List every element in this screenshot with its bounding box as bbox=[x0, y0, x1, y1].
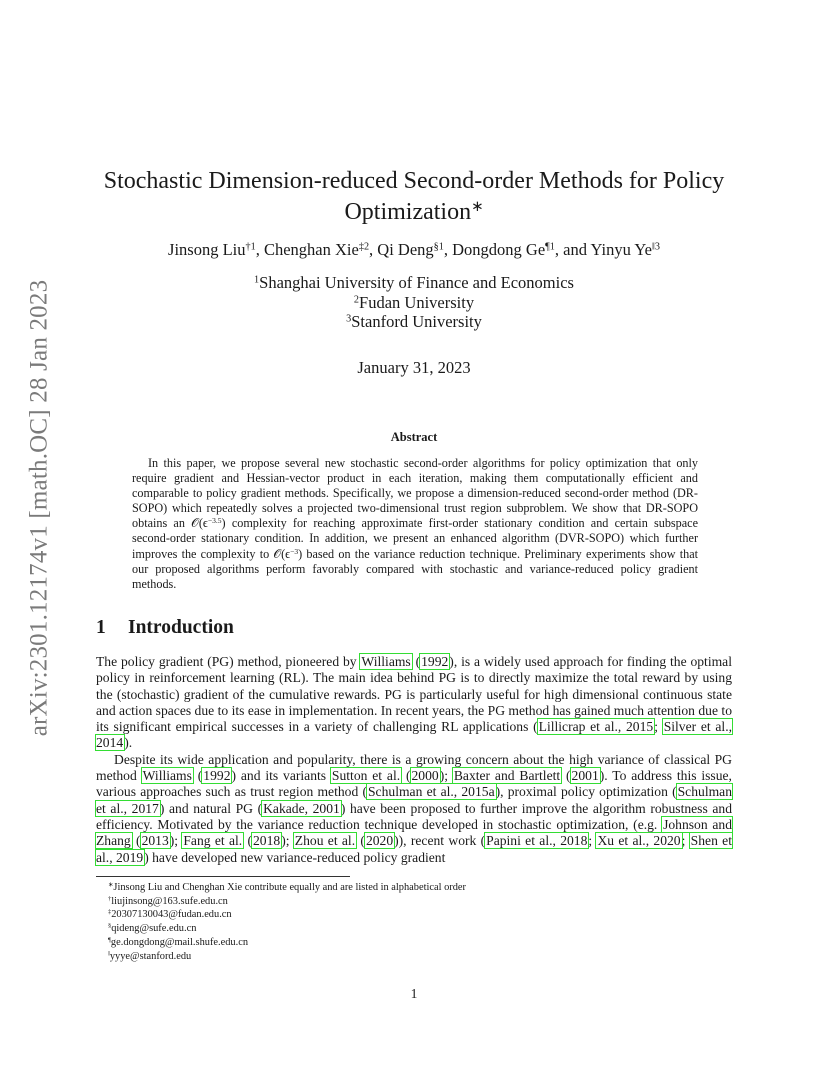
abstract-text: In this paper, we propose several new stochastic second-order algorithms for policy optimization that only require gradient and Hessian-vector product in each iteration, making them computationally efficient and comparable to policy gradient methods. Specifically, we propose a dimension-reduced second-order method (DR-SOPO) which repeatedly solves a projected two-dimensional trust region subproblem. We show that DR-SOPO obtains an $𝒪(\epsilon^{-3.5})$ complexity for reaching approximate first-order stationary condition and certain subspace second-order stationary condition. In addition, we present an enhanced algorithm (DVR-SOPO) which further improves the complexity to $𝒪(\epsilon^{-3})$ based on the variance reduction technique. Preliminary experiments show that our proposed algorithms perform favorably compared with stochastic and variance-reduced policy gradient methods. bbox=[132, 456, 699, 591]
citation-link[interactable]: 2013 bbox=[141, 833, 169, 849]
complexity-math: $𝒪(\epsilon^{-3.5}$ bbox=[191, 516, 222, 531]
citation-link[interactable]: Sutton et al. bbox=[331, 768, 401, 784]
citation-link[interactable]: Fang et al. bbox=[183, 833, 243, 849]
citation-link[interactable]: Papini et al., 2018 bbox=[486, 833, 588, 849]
author-mark: §1 bbox=[433, 241, 444, 253]
complexity-math: $𝒪(\epsilon^{-3}$ bbox=[273, 546, 299, 561]
footnote: §qideng@sufe.edu.cn bbox=[108, 922, 197, 935]
introduction-body bbox=[96, 654, 732, 866]
citation-link[interactable]: 2020 bbox=[365, 833, 394, 849]
footnote: ‡20307130043@fudan.edu.cn bbox=[108, 908, 232, 921]
citation-link[interactable]: Lillicrap et al., 2015 bbox=[538, 719, 654, 735]
affiliation: $^2$Fudan University bbox=[353, 292, 475, 312]
arxiv-stamp bbox=[22, 268, 56, 748]
section-title: Introduction bbox=[128, 617, 234, 638]
footnotes bbox=[96, 881, 466, 963]
abstract-heading: Abstract bbox=[390, 430, 438, 444]
paper-date: January 31, 2023 bbox=[357, 358, 471, 377]
citation-link[interactable]: Silver et al., 2014 bbox=[96, 719, 732, 751]
author-name: Yinyu Ye bbox=[590, 240, 652, 259]
page-number: 1 bbox=[410, 986, 418, 1001]
footnote: †liujinsong@163.sufe.edu.cn bbox=[108, 895, 228, 907]
title-footnote-mark: ∗ bbox=[471, 198, 484, 215]
citation-link[interactable]: Zhou et al. bbox=[294, 833, 356, 849]
author-name: Jinsong Liu bbox=[168, 240, 246, 259]
citation-link[interactable]: 1992 bbox=[203, 768, 231, 784]
paragraph: The policy gradient (PG) method, pioneered by Williams (1992), is a widely used approach for finding the optimal policy in reinforcement learning (RL). The main idea behind PG is to directly maximize the total reward by using the (stochastic) gradient of the cumulative rewards. PG is particularly useful for high dimensional continuous state and action spaces due to its ease in implementation. In recent years, the PG method has gained much attention due to its significant empirical successes in a variety of challenging RL applications (Lillicrap et al., 2015; Silver et al., 2014). bbox=[96, 654, 732, 751]
paragraph: Despite its wide application and popularity, there is a growing concern about the high variance of classical PG method Williams (1992) and its variants Sutton et al. (2000); Baxter and Bartlett (2001). To address this issue, various approaches such as trust region method (Schulman et al., 2015a), proximal policy optimization (Schulman et al., 2017) and natural PG (Kakade, 2001) have been proposed to further improve the algorithm robustness and efficiency. Motivated by the variance reduction technique developed in stochastic optimization, (e.g. Johnson and Zhang (2013); Fang et al. (2018); Zhou et al. (2020)), recent work (Papini et al., 2018; Xu et al., 2020; Shen et al., 2019) have developed new variance-reduced policy gradient bbox=[96, 751, 733, 865]
affiliation: $^1$Shanghai University of Finance and Economics bbox=[254, 273, 574, 292]
citation-link[interactable]: Schulman et al., 2015a bbox=[368, 784, 495, 800]
author-mark: ‖3 bbox=[651, 241, 660, 253]
footnote: ∗Jinsong Liu and Chenghan Xie contribute equally and are listed in alphabetical order bbox=[108, 881, 467, 893]
section-number: 1 bbox=[96, 617, 106, 638]
citation-link[interactable]: Schulman et al., 2017 bbox=[96, 784, 732, 816]
citation-link[interactable]: Kakade, 2001 bbox=[263, 800, 340, 816]
citation-link[interactable]: Baxter and Bartlett bbox=[453, 768, 561, 784]
author-mark: ¶1 bbox=[545, 241, 555, 253]
citation-link[interactable]: 1992 bbox=[421, 654, 449, 669]
citation-link[interactable]: 2000 bbox=[411, 768, 439, 784]
author-list: Jinsong Liu$^{\dagger 1}$, Chenghan Xie$^{\ddagger 2}$, Qi Deng$^{\S 1}$, Dongdong Ge$^{\P 1}$, and Yinyu $Ye^{‖3}$ bbox=[168, 240, 660, 259]
author-mark: †1 bbox=[245, 241, 256, 253]
citation-link[interactable]: Williams bbox=[361, 654, 411, 669]
citation-link[interactable]: Johnson and Zhang bbox=[96, 816, 732, 849]
author-name: Chenghan Xie bbox=[263, 240, 359, 259]
citation-link[interactable]: Williams bbox=[142, 768, 192, 784]
footnote-divider bbox=[96, 876, 350, 877]
affiliations bbox=[96, 273, 732, 332]
citation-link[interactable]: 2018 bbox=[253, 833, 281, 849]
author-name: Dongdong Ge bbox=[452, 240, 546, 259]
citation-link[interactable]: Shen et al., 2019 bbox=[96, 833, 732, 865]
footnote: ‖yyye@stanford.edu bbox=[108, 949, 192, 962]
author-mark: ‡2 bbox=[358, 241, 370, 253]
paper-title bbox=[96, 166, 732, 228]
affiliation: $^3$Stanford University bbox=[346, 312, 482, 331]
title-line-2: Optimization bbox=[344, 199, 472, 225]
arxiv-identifier: arXiv:2301.12174v1 [math.OC] 28 Jan 2023 bbox=[25, 279, 52, 737]
title-line-1: Stochastic Dimension-reduced Second-order Methods for Policy bbox=[103, 168, 725, 194]
author-name: Qi Deng bbox=[377, 240, 434, 259]
footnote: ¶ge.dongdong@mail.shufe.edu.cn bbox=[108, 936, 249, 948]
citation-link[interactable]: 2001 bbox=[571, 768, 599, 784]
section-heading bbox=[96, 617, 234, 639]
citation-link[interactable]: Xu et al., 2020 bbox=[597, 833, 681, 849]
